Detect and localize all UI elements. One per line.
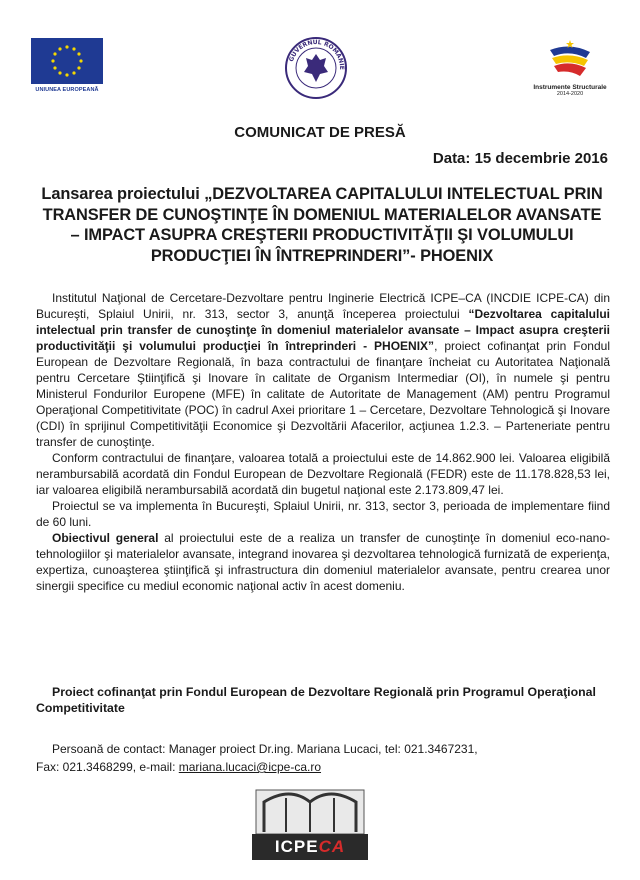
eu-logo <box>31 38 103 94</box>
structural-instruments-logo <box>528 40 612 102</box>
paragraph-intro <box>36 290 610 450</box>
icpe-ca-logo <box>250 788 370 866</box>
objective-text: al proiectului este de a realiza un transfer de cunoştinţe în domeniul eco-nano-tehnologiilor şi materialelor avansate, integrand inovarea şi dezvoltarea tehnologică furnizată de experienţa, expertiza, cunoaşterea ştiinţifică şi infrastructura din domeniul materialelor avansate, pentru crearea unor sinergii specifice cu mediul economic naţional activ în acest domeniu. <box>36 531 610 593</box>
body-text <box>36 290 610 594</box>
press-release-date: Data: 15 decembrie 2016 <box>432 150 608 167</box>
paragraph-location: Proiectul se va implementa în Bucureşti, Splaiul Unirii, nr. 313, sector 3, perioada de implementare fiind de 60 luni. <box>36 499 610 529</box>
contact-line-2 <box>36 758 610 776</box>
structural-instruments-period: 2014-2020 <box>556 91 584 97</box>
objective-heading: Obiectivul general <box>52 531 159 545</box>
contact-line-1: Persoană de contact: Manager proiect Dr.ing. Mariana Lucaci, tel: 021.3467231, <box>52 742 478 756</box>
paragraph-funding: Conform contractului de finanţare, valoarea totală a proiectului este de 14.862.900 lei. Valoarea eligibilă nerambursabilă acordată din Fondul European de Dezvoltare Regională (FEDR) este de 11.178.828,53 lei, iar valoarea eligibilă nerambursabilă acordată din bugetul naţional este 2.173.809,47 lei. <box>36 451 610 497</box>
structural-instruments-icon <box>540 40 600 82</box>
icpe-ca-wordmark <box>252 834 368 860</box>
press-release-title: COMUNICAT DE PRESĂ <box>234 124 406 141</box>
intro-project-name: “Dezvoltarea capitalului intelectual prin transfer de cunoştinţe în domeniul materialelor avansate – Impact asupra creşterii productivităţii şi volumului producţiei în întreprinderi - PHOENIX” <box>36 307 611 353</box>
eu-caption: UNIUNEA EUROPEANĂ <box>35 87 99 93</box>
ca-text: CA <box>318 837 346 856</box>
structural-instruments-caption: Instrumente Structurale <box>533 84 607 91</box>
icpe-building-icon <box>250 788 370 838</box>
contact-email-link[interactable]: mariana.lucaci@icpe-ca.ro <box>178 760 322 774</box>
intro-text-b: , proiect cofinanţat prin Fondul European de Dezvoltare Regională, în baza contractului de finanţare încheiat cu Autoritatea Naţională pentru Cercetare Ştiinţifică şi Inovare în calitate de Organism Intermediar (OI), în numele şi pentru Ministerul Fondurilor Europene (MFE) în calitate de Autoritate de Management (AM) pentru Programul Operaţional Competitivitate (POC) în cadrul Axei prioritare 1 – Cercetare, Dezvoltare Tehnologică şi Inovare (CDI) în sprijinul Competitivităţii Economice şi Dezvoltării Afacerilor, acţiunea 1.2.3. – Parteneriate pentru transfer de cunoştinţe. <box>36 339 610 449</box>
government-seal-logo <box>284 36 348 100</box>
cofinanced-statement: Proiect cofinanţat prin Fondul European de Dezvoltare Regională prin Programul Operaţional Competitivitate <box>36 685 596 715</box>
svg-text:GUVERNUL ROMÂNIEI: GUVERNUL ROMÂNIE <box>287 38 346 70</box>
icpe-text: ICPE <box>274 837 319 856</box>
intro-text-a: Institutul Naţional de Cercetare-Dezvoltare pentru Inginerie Electrică ICPE–CA (INCDIE ICPE-CA) din Bucureşti, Splaiul Unirii, nr. 313, sector 3, anunţă începerea proiectului <box>36 291 610 321</box>
contact-fax: Fax: 021.3468299, e-mail: <box>36 760 179 774</box>
project-title: Lansarea proiectului „DEZVOLTAREA CAPITALULUI INTELECTUAL PRIN TRANSFER DE CUNOŞTINŢE ÎN DOMENIUL MATERIALELOR AVANSATE – IMPACT ASUPRA CREŞTERII PRODUCTIVITĂŢII ŞI VOLUMULUI PRODUCŢIEI ÎN ÎNTREPRINDERI”- PHOENIX <box>41 185 603 265</box>
eu-flag-icon <box>31 38 103 84</box>
contact-info <box>36 740 610 776</box>
paragraph-objective <box>36 530 610 594</box>
